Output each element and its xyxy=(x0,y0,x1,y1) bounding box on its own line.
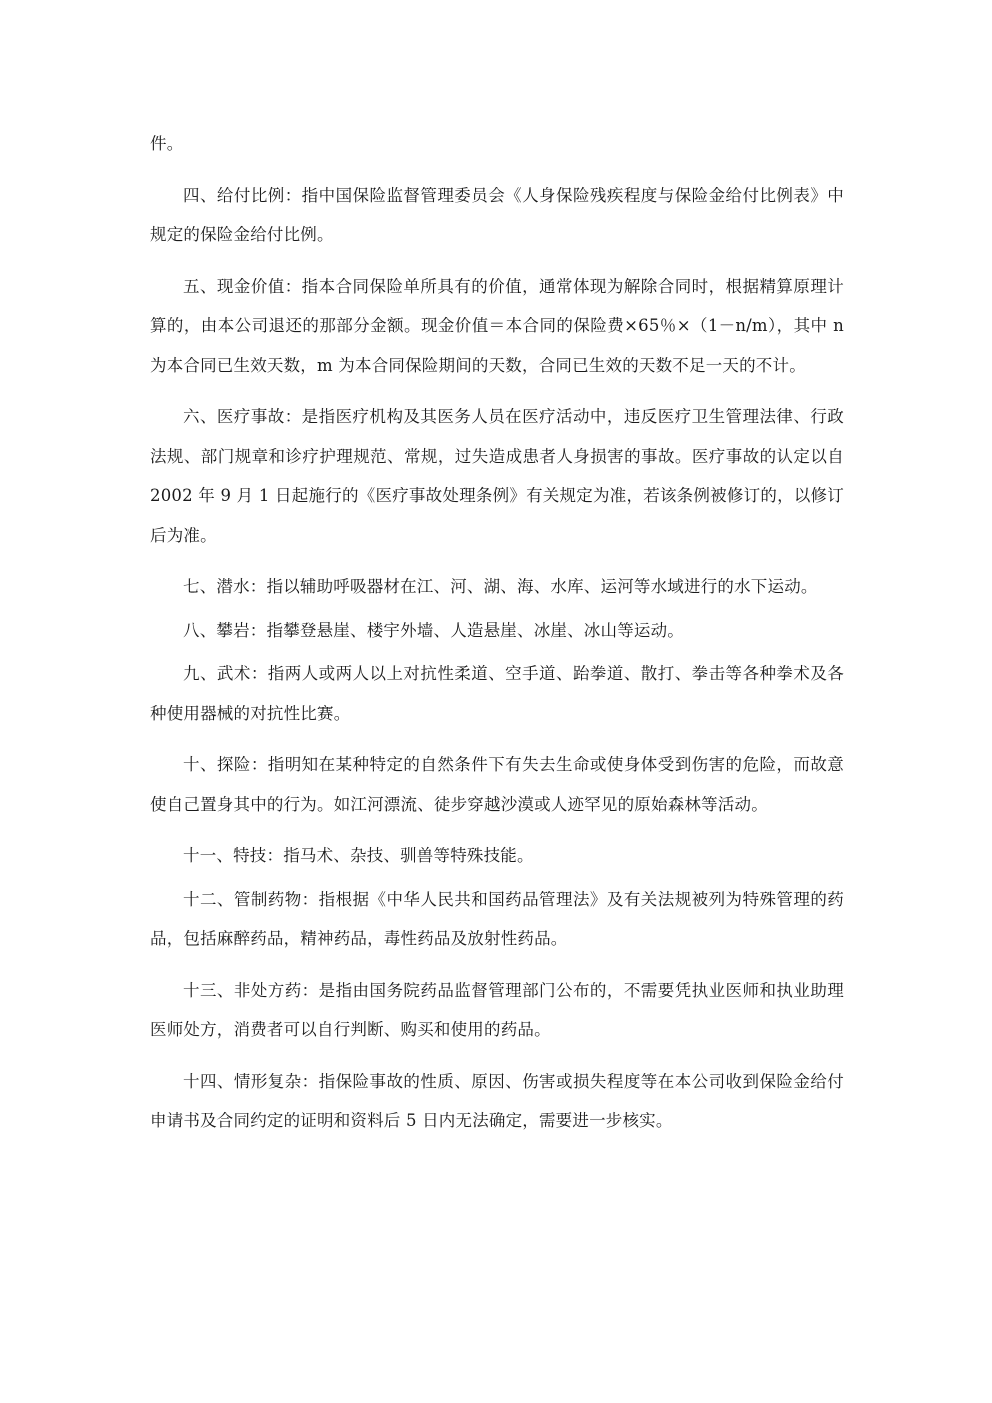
document-body xyxy=(150,124,844,1153)
paragraph-otc-drugs: 十三、非处方药：是指由国务院药品监督管理部门公布的，不需要凭执业医师和执业助理医师处方，消费者可以自行判断、购买和使用的药品。 xyxy=(150,980,844,1039)
paragraph-rock-climbing: 八、攀岩：指攀登悬崖、楼宇外墙、人造悬崖、冰崖、冰山等运动。 xyxy=(183,620,684,640)
paragraph-continuation: 件。 xyxy=(150,134,184,153)
paragraph-martial-arts: 九、武术：指两人或两人以上对抗性柔道、空手道、跆拳道、散打、拳击等各种拳术及各种使用器械的对抗性比赛。 xyxy=(150,664,844,723)
paragraph-adventure: 十、探险：指明知在某种特定的自然条件下有失去生命或使身体受到伤害的危险，而故意使自己置身其中的行为。如江河漂流、徒步穿越沙漠或人迹罕见的原始森林等活动。 xyxy=(150,755,844,814)
paragraph-cash-value: 五、现金价值：指本合同保险单所具有的价值，通常体现为解除合同时，根据精算原理计算的，由本公司退还的那部分金额。现金价值＝本合同的保险费×65％×（1－n/m），其中 n 为本合同已生效天数，m 为本合同保险期间的天数，合同已生效的天数不足一天的不计。 xyxy=(150,276,844,375)
paragraph-complex-circumstances: 十四、情形复杂：指保险事故的性质、原因、伤害或损失程度等在本公司收到保险金给付申请书及合同约定的证明和资料后 5 日内无法确定，需要进一步核实。 xyxy=(150,1071,844,1130)
paragraph-benefit-ratio: 四、给付比例：指中国保险监督管理委员会《人身保险残疾程度与保险金给付比例表》中规定的保险金给付比例。 xyxy=(150,185,844,244)
paragraph-diving: 七、潜水：指以辅助呼吸器材在江、河、湖、海、水库、运河等水域进行的水下运动。 xyxy=(183,577,818,596)
paragraph-medical-accident: 六、医疗事故：是指医疗机构及其医务人员在医疗活动中，违反医疗卫生管理法律、行政法规、部门规章和诊疗护理规范、常规，过失造成患者人身损害的事故。医疗事故的认定以自 2002 年 9 月 1 日起施行的《医疗事故处理条例》有关规定为准，若该条例被修订的，以修订后为准。 xyxy=(150,407,844,545)
paragraph-controlled-drugs: 十二、管制药物：指根据《中华人民共和国药品管理法》及有关法规被列为特殊管理的药品，包括麻醉药品，精神药品，毒性药品及放射性药品。 xyxy=(150,889,844,948)
paragraph-stunts: 十一、特技：指马术、杂技、驯兽等特殊技能。 xyxy=(183,846,534,865)
